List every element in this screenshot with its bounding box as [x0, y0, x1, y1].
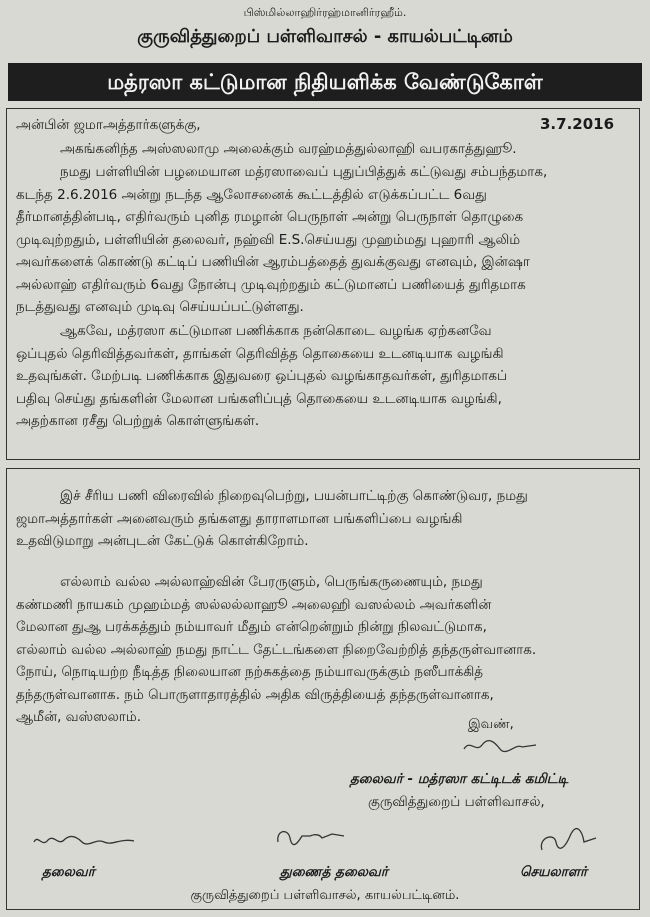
president-signature: [30, 830, 140, 852]
paragraph-line: அவர்களைக் கொண்டு கட்டிப் பணியின் ஆரம்பத்தைத் துவக்குவது எனவும், இன்ஷா: [16, 254, 530, 270]
committee-org: குருவித்துறைப் பள்ளிவாசல்,: [368, 794, 545, 810]
paragraph-line: நமது பள்ளியின் பழமையான மத்ரஸாவைப் புதுப்பித்துக் கட்டுவது சம்பந்தமாக,: [60, 164, 548, 180]
paragraph-line: இச் சீரிய பணி விரைவில் நிறைவுபெற்று, பயன்பாட்டிற்கு கொண்டுவர, நமது: [60, 488, 528, 504]
paragraph-line: கண்மணி நாயகம் முஹம்மத் ஸல்லல்லாஹூ அலைஹி வஸல்லம் அவர்களின்: [16, 596, 492, 613]
paragraph-line: நடத்துவது எனவும் முடிவு செய்யப்பட்டுள்ளது.: [16, 299, 304, 315]
salutation: அன்பின் ஜமாஅத்தார்களுக்கு,: [16, 117, 201, 133]
paragraph-line: உதவுங்கள். மேற்படி பணிக்காக இதுவரை ஒப்புதல் வழங்காதவர்கள், துரிதமாகப்: [16, 368, 508, 384]
role-secretary: செயலாளர்: [520, 864, 588, 880]
committee-signature: [460, 735, 540, 757]
paragraph-request: [16, 320, 507, 433]
greeting: அகங்கனிந்த அஸ்ஸலாமு அலைக்கும் வரஹ்மத்துல்லாஹி வபரகாத்துஹூ.: [60, 141, 517, 157]
paragraph-line: தீர்மானத்தின்படி, எதிர்வரும் புனித ரமழான் பெருநாள் அன்று பெருநாள் தொழுகை: [16, 209, 524, 225]
paragraph-line: பதிவு செய்து தங்களின் மேலான பங்களிப்புத் தொகையை உடனடியாக வழங்கி,: [16, 390, 502, 407]
paragraph-line: எல்லாம் வல்ல அல்லாஹ் நமது நாட்ட தேட்டங்களை நிறைவேற்றித் தந்தருள்வானாக.: [16, 641, 537, 658]
secretary-signature: [534, 826, 604, 858]
paragraph-line: தந்தருள்வானாக. நம் பொருளாதாரத்தில் அதிக விருத்தியைத் தந்தருள்வானாக,: [16, 686, 494, 703]
paragraph-line: மேலான துஆ பரக்கத்தும் நம்யாவர் மீதும் என்றென்றும் நின்று நிலவட்டுமாக,: [16, 619, 487, 635]
paragraph-prayer: [16, 571, 536, 729]
sign-off: இவண்,: [468, 717, 514, 732]
paragraph-appeal: [16, 485, 528, 553]
footer-address: குருவித்துறைப் பள்ளிவாசல், காயல்பட்டினம்.: [190, 888, 460, 903]
role-vice-president: துணைத் தலைவர்: [280, 864, 388, 880]
paragraph-line: எல்லாம் வல்ல அல்லாஹ்வின் பேரருளும், பெருங்கருணையும், நமது: [60, 574, 483, 590]
paragraph-line: அதற்கான ரசீது பெற்றுக் கொள்ளுங்கள்.: [16, 413, 260, 429]
role-president: தலைவர்: [42, 864, 95, 880]
paragraph-line: உதவிடுமாறு அன்புடன் கேட்டுக் கொள்கிறோம்.: [16, 533, 309, 549]
bismillah-line: பிஸ்மில்லாஹிர்ரஹ்மானிர்ரஹீம்.: [243, 6, 407, 19]
letter-date: 3.7.2016: [540, 115, 615, 133]
paragraph-line: ஆகவே, மத்ரஸா கட்டுமான பணிக்காக நன்கொடை வழங்க ஏற்கனவே: [60, 323, 492, 339]
mosque-title: குருவித்துறைப் பள்ளிவாசல் - காயல்பட்டினம்: [137, 26, 513, 47]
paragraph-line: முடிவுற்றதும், பள்ளியின் தலைவர், நஹ்வி E.S.செய்யது முஹம்மது புஹாரி ஆலிம்: [16, 231, 521, 248]
paragraph-line: ஆமீன், வஸ்ஸலாம்.: [16, 709, 141, 725]
committee-title: தலைவர் - மத்ரஸா கட்டிடக் கமிட்டி: [350, 771, 569, 787]
appeal-banner: மத்ரஸா கட்டுமான நிதியளிக்க வேண்டுகோள்: [8, 63, 642, 101]
paragraph-line: கடந்த 2.6.2016 அன்று நடந்த ஆலோசனைக் கூட்டத்தில் எடுக்கப்பட்ட 6வது: [16, 186, 487, 203]
paragraph-line: ஒப்புதல் தெரிவித்தவர்கள், தாங்கள் தெரிவித்த தொகையை உடனடியாக வழங்கி: [16, 345, 504, 362]
paragraph-line: ஜமாஅத்தார்கள் அனைவரும் தங்களது தாராளமான பங்களிப்பை வழங்கி: [16, 510, 463, 527]
paragraph-line: அல்லாஹ் எதிர்வரும் 6வது நோன்பு முடிவுற்றதும் கட்டுமானப் பணியைத் துரிதமாக: [16, 276, 526, 293]
paragraph-line: நோய், நொடியற்ற நீடித்த நிலையான நற்சுகத்தை நம்யாவருக்கும் நஸீபாக்கித்: [16, 664, 484, 680]
vice-president-signature: [272, 824, 352, 854]
paragraph-decision: [16, 161, 547, 319]
